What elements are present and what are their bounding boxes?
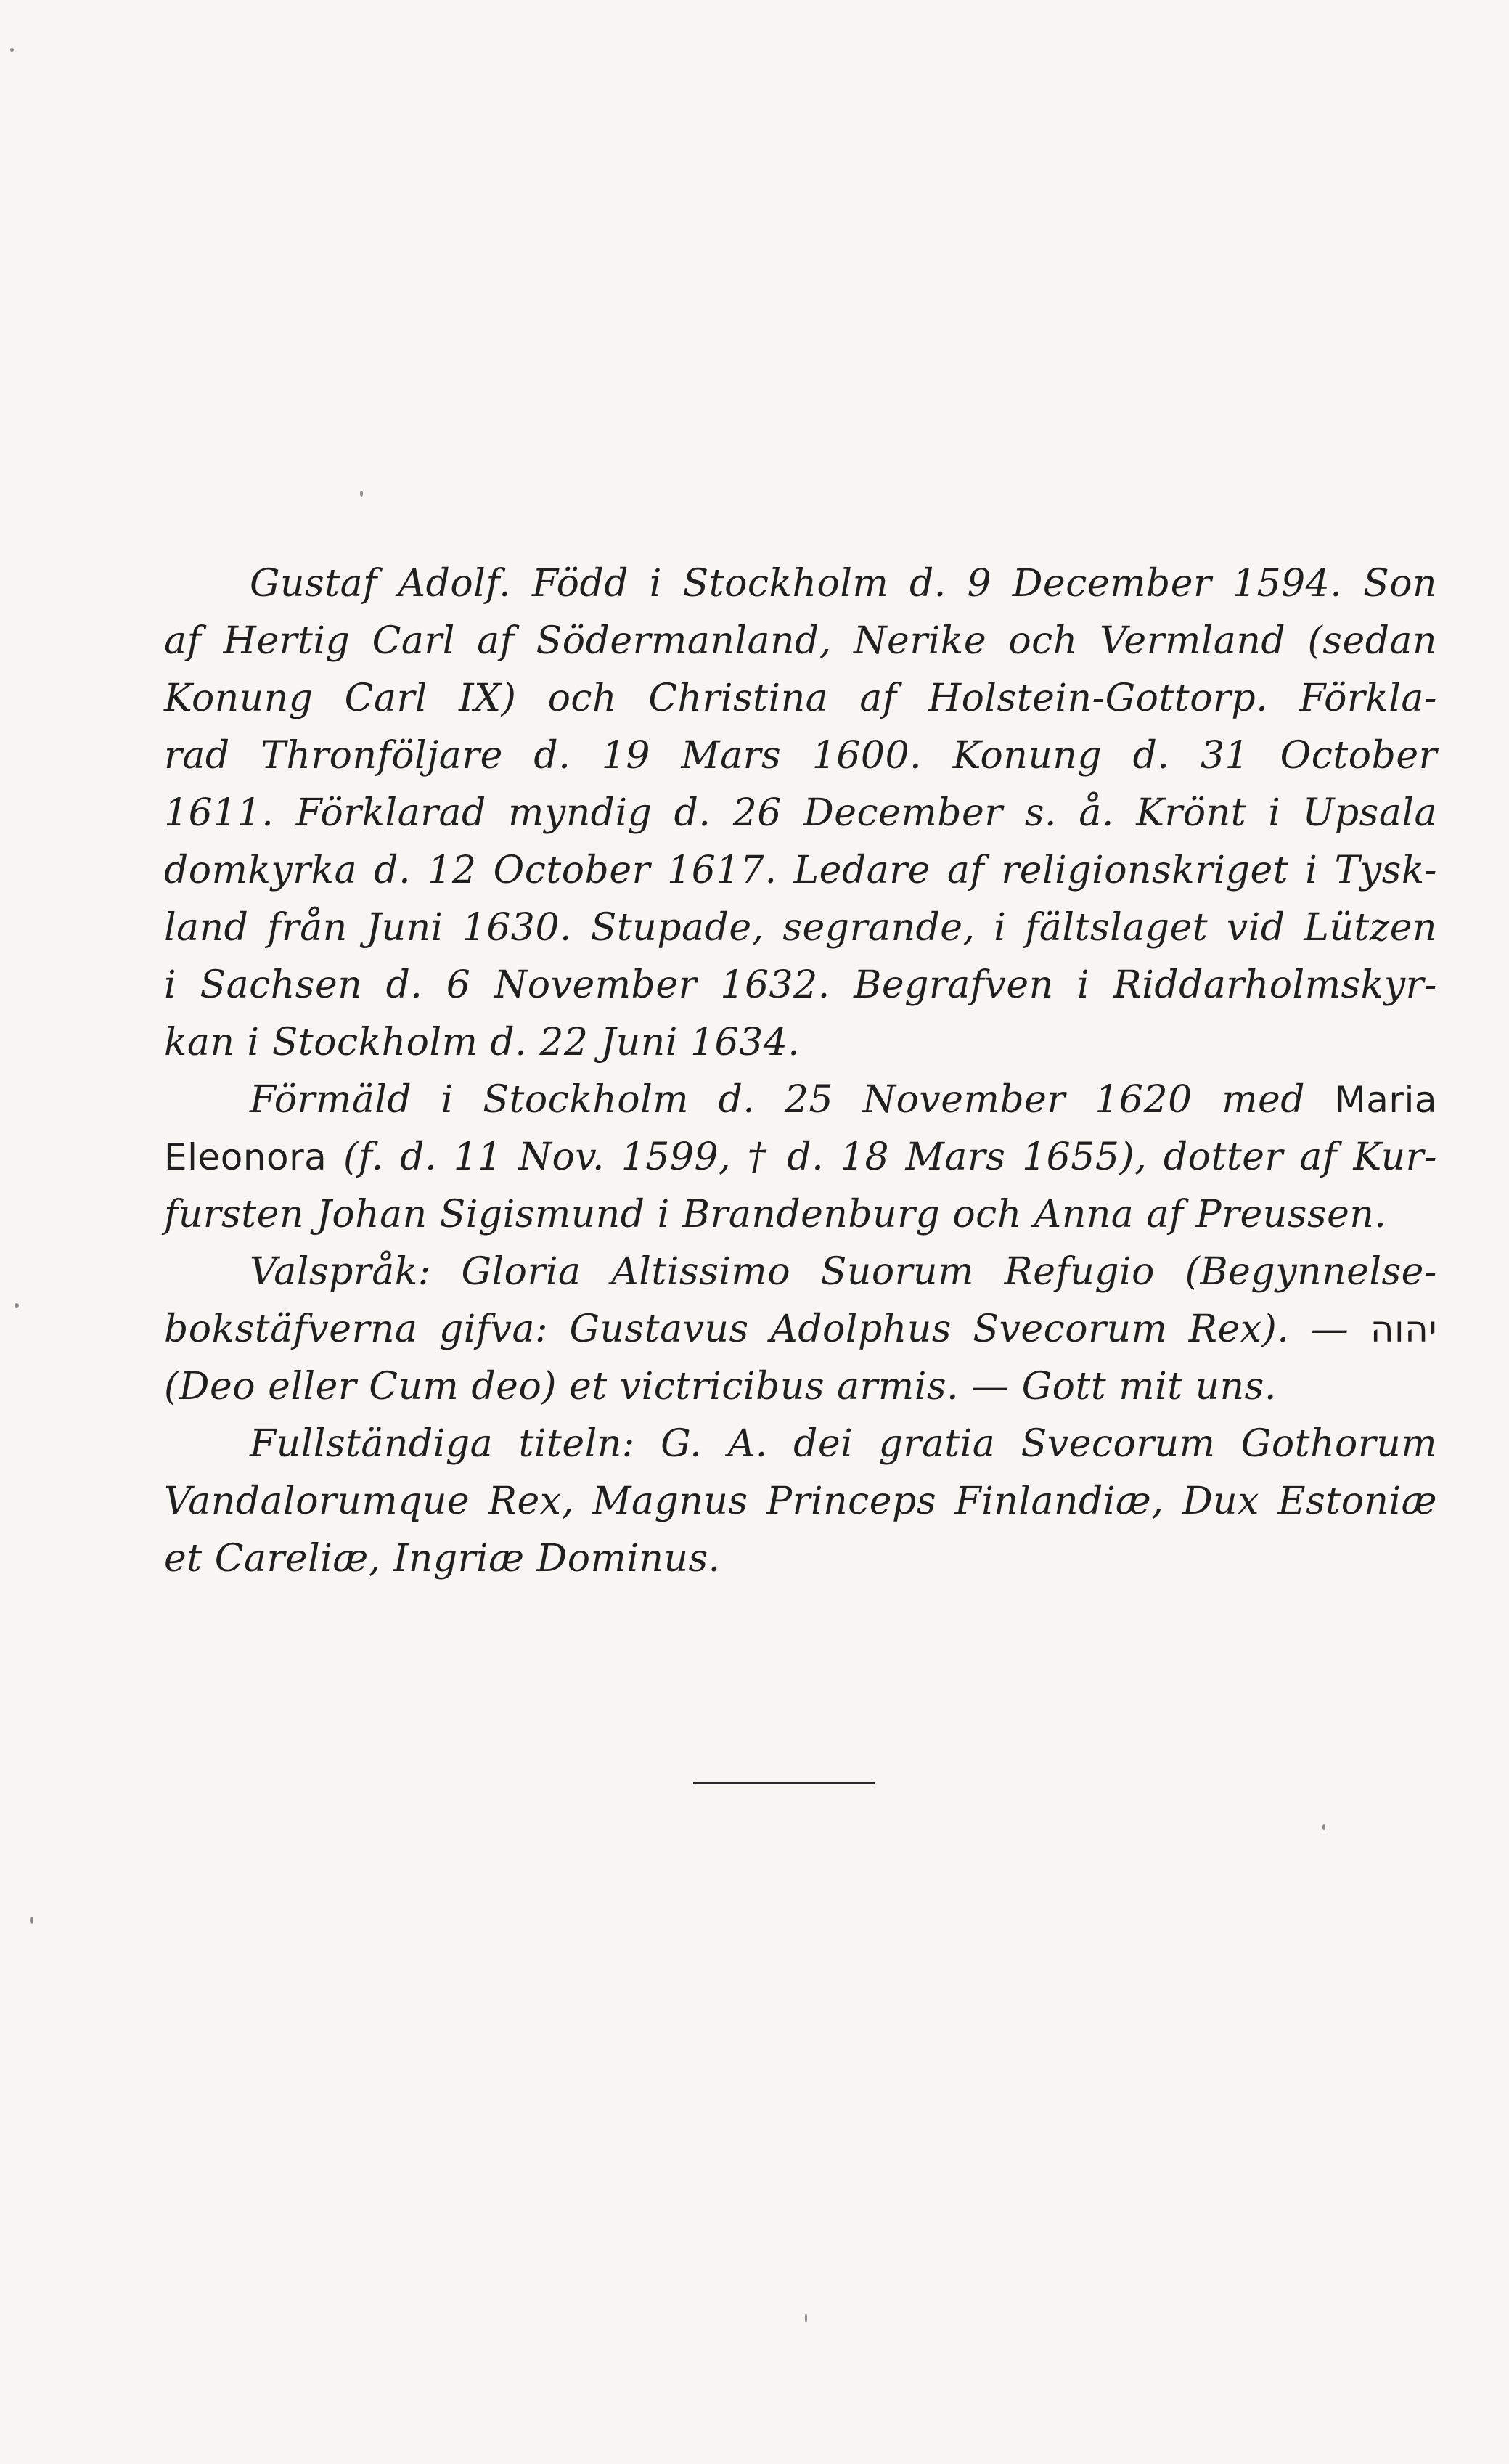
- biography-line: kan i Stockholm d. 22 Juni 1634.: [164, 1021, 801, 1064]
- motto-line: Valspråk: Gloria Altissimo Suorum Refugio (Begynnelse-: [250, 1250, 1437, 1294]
- print-speck: [805, 2313, 807, 2323]
- print-speck: [10, 48, 14, 52]
- biography-line: af Hertig Carl af Södermanland, Nerike och Vermland (sedan: [164, 619, 1437, 663]
- print-speck: [360, 491, 363, 497]
- section-divider: [693, 1782, 875, 1784]
- spouse-name-part: Maria: [1334, 1079, 1437, 1121]
- marriage-text: (f. d. 11 Nov. 1599, † d. 18 Mars 1655), dotter af Kur-: [327, 1135, 1437, 1179]
- biography-line: rad Thronföljare d. 19 Mars 1600. Konung d. 31 October: [164, 734, 1437, 778]
- biography-line: domkyrka d. 12 October 1617. Ledare af religionskriget i Tysk-: [164, 849, 1437, 892]
- spouse-name-part: Eleonora: [164, 1136, 327, 1178]
- biography-line: 1611. Förklarad myndig d. 26 December s. å. Krönt i Upsala: [164, 791, 1437, 835]
- marriage-line: fursten Johan Sigismund i Brandenburg och Anna af Preussen.: [164, 1193, 1387, 1236]
- marriage-line: [164, 1129, 1437, 1186]
- biography-line: Konung Carl IX) och Christina af Holstein-Gottorp. Förkla-: [164, 677, 1437, 720]
- full-title-line: Fullständiga titeln: G. A. dei gratia Svecorum Gothorum: [250, 1422, 1437, 1466]
- motto-text: bokstäfverna gifva: Gustavus Adolphus Svecorum Rex). —: [164, 1308, 1370, 1351]
- print-speck: [15, 1303, 19, 1308]
- full-title-line: Vandalorumque Rex, Magnus Princeps Finlandiæ, Dux Estoniæ: [164, 1480, 1437, 1523]
- full-title-line: et Careliæ, Ingriæ Dominus.: [164, 1537, 721, 1580]
- biography-line: Gustaf Adolf. Född i Stockholm d. 9 December 1594. Son: [250, 562, 1437, 605]
- motto-line: [164, 1301, 1437, 1358]
- marriage-line: [164, 1072, 1437, 1129]
- text-block: [164, 555, 1437, 1588]
- biography-line: i Sachsen d. 6 November 1632. Begrafven i Riddarholmskyr-: [164, 963, 1437, 1007]
- biography-line: land från Juni 1630. Stupade, segrande, i fältslaget vid Lützen: [164, 906, 1437, 950]
- print-speck: [1322, 1824, 1325, 1830]
- hebrew-tetragrammaton: יהוה: [1370, 1308, 1437, 1350]
- marriage-text: Förmäld i Stockholm d. 25 November 1620 med: [250, 1078, 1335, 1122]
- print-speck: [30, 1917, 33, 1924]
- motto-line: (Deo eller Cum deo) et victricibus armis. — Gott mit uns.: [164, 1365, 1277, 1408]
